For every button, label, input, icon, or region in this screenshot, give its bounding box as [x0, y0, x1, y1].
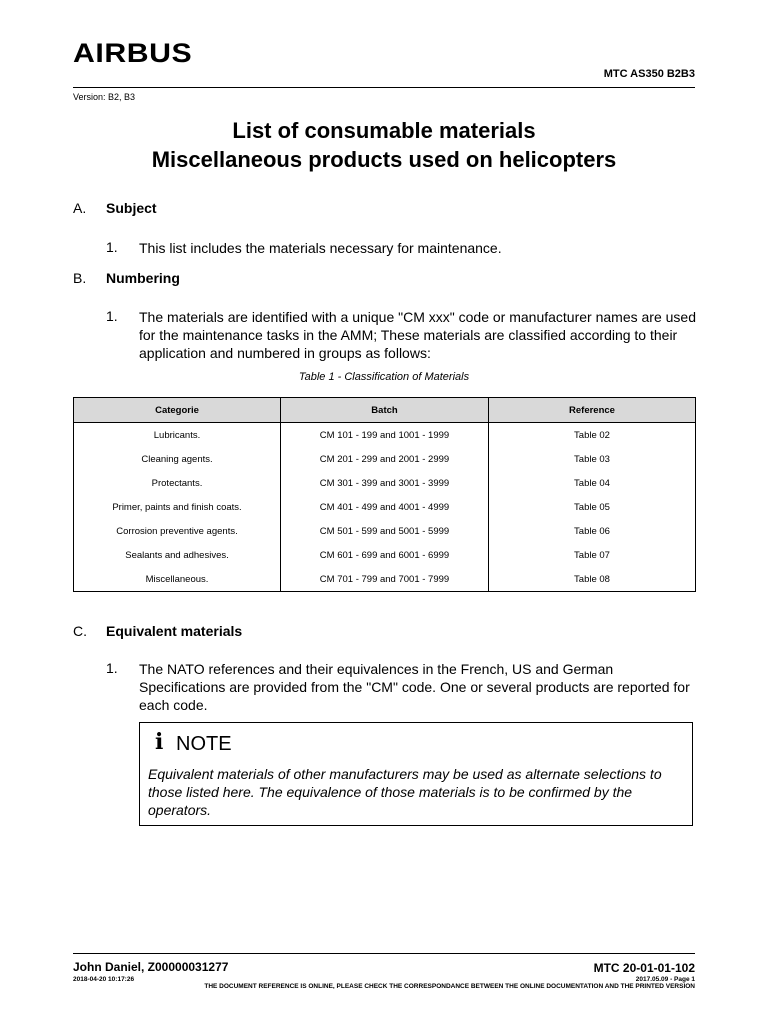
table-row	[74, 423, 696, 448]
header-divider	[73, 87, 695, 88]
table-row	[74, 543, 696, 567]
section-a-title: Subject	[106, 200, 157, 216]
page-title-line1: List of consumable materials	[232, 118, 536, 143]
cell-categorie: Primer, paints and finish coats.	[74, 495, 281, 519]
table-row	[74, 567, 696, 592]
cell-batch: CM 301 - 399 and 3001 - 3999	[281, 471, 489, 495]
note-heading: NOTE	[176, 733, 232, 755]
table-header-row	[74, 398, 696, 423]
table-row	[74, 447, 696, 471]
info-icon: i	[155, 729, 164, 755]
footer-page-info: 2017.05.09 - Page 1	[635, 976, 695, 983]
cell-categorie: Miscellaneous.	[74, 567, 281, 592]
section-a-item-text: This list includes the materials necessary for maintenance.	[139, 240, 502, 256]
cell-reference: Table 02	[489, 423, 696, 448]
column-header-batch: Batch	[281, 398, 489, 423]
section-b-title: Numbering	[106, 270, 180, 286]
cell-categorie: Sealants and adhesives.	[74, 543, 281, 567]
cell-batch: CM 201 - 299 and 2001 - 2999	[281, 447, 489, 471]
section-a-item-number: 1.	[106, 239, 118, 255]
footer-document-code: MTC 20-01-01-102	[593, 961, 695, 975]
column-header-reference: Reference	[489, 398, 696, 423]
table-row	[74, 519, 696, 543]
footer-user-name: John Daniel, Z00000031277	[73, 960, 229, 974]
cell-categorie: Protectants.	[74, 471, 281, 495]
cell-reference: Table 08	[489, 567, 696, 592]
section-c-item-text: The NATO references and their equivalences in the French, US and German Specifications are provided from the "CM" code. One or several products are reported for each code.	[139, 661, 690, 713]
version-label: Version: B2, B3	[73, 92, 136, 102]
cell-reference: Table 06	[489, 519, 696, 543]
document-code: MTC AS350 B2B3	[603, 68, 695, 80]
cell-batch: CM 101 - 199 and 1001 - 1999	[281, 423, 489, 448]
cell-reference: Table 07	[489, 543, 696, 567]
cell-reference: Table 03	[489, 447, 696, 471]
footer-divider	[73, 953, 695, 954]
cell-reference: Table 05	[489, 495, 696, 519]
note-box	[139, 722, 693, 826]
section-b-item-text: The materials are identified with a unique "CM xxx" code or manufacturer names are used for the maintenance tasks in the AMM; These materials are classified according to their application and numbered in groups as follows:	[139, 309, 696, 361]
cell-batch: CM 401 - 499 and 4001 - 4999	[281, 495, 489, 519]
cell-categorie: Lubricants.	[74, 423, 281, 448]
table-row	[74, 471, 696, 495]
footer-timestamp: 2018-04-20 10:17:26	[73, 976, 135, 983]
cell-categorie: Corrosion preventive agents.	[74, 519, 281, 543]
table-row	[74, 495, 696, 519]
cell-reference: Table 04	[489, 471, 696, 495]
section-b-letter: B.	[73, 270, 87, 286]
column-header-categorie: Categorie	[74, 398, 281, 423]
section-c-title: Equivalent materials	[106, 623, 243, 639]
section-b-item-number: 1.	[106, 308, 118, 324]
airbus-logo: AIRBUS	[73, 38, 193, 68]
page-title-line2: Miscellaneous products used on helicopters	[151, 147, 617, 172]
cell-batch: CM 501 - 599 and 5001 - 5999	[281, 519, 489, 543]
footer-disclaimer: THE DOCUMENT REFERENCE IS ONLINE, PLEASE CHECK THE CORRESPONDANCE BETWEEN THE ONLINE DOCUMENTATION AND THE PRINTED VERSION	[204, 983, 695, 990]
section-a-letter: A.	[73, 200, 87, 216]
table-caption: Table 1 - Classification of Materials	[298, 371, 470, 383]
cell-batch: CM 601 - 699 and 6001 - 6999	[281, 543, 489, 567]
cell-categorie: Cleaning agents.	[74, 447, 281, 471]
section-c-letter: C.	[73, 623, 87, 639]
note-text: Equivalent materials of other manufacturers may be used as alternate selections to those listed here. The equivalence of those materials is to be confirmed by the operators.	[148, 766, 662, 818]
section-c-item-number: 1.	[106, 660, 118, 676]
cell-batch: CM 701 - 799 and 7001 - 7999	[281, 567, 489, 592]
classification-table	[73, 397, 696, 592]
